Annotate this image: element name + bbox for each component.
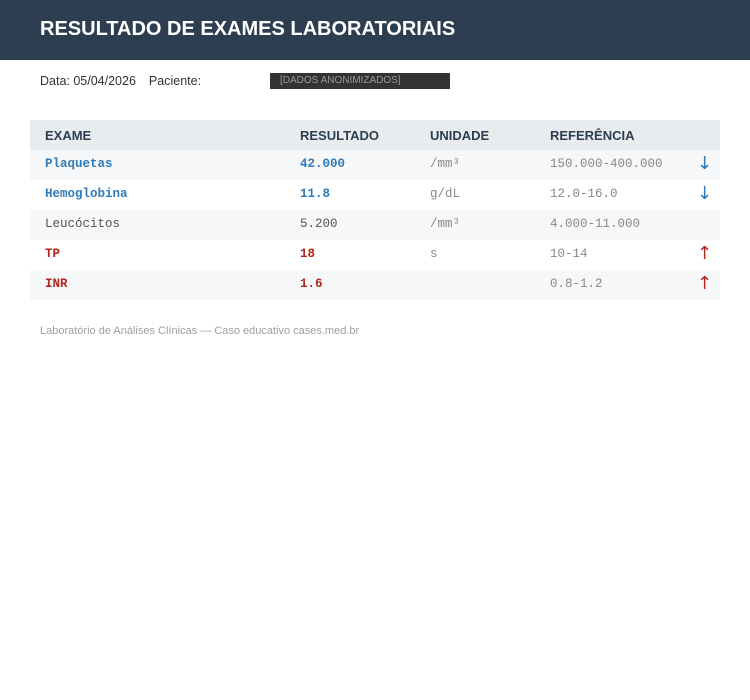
arrow-down-icon: ↓ [697, 153, 713, 174]
table-row [30, 150, 720, 180]
exam-unit: s [430, 247, 438, 261]
exam-unit: /mm³ [430, 217, 461, 231]
table-row [30, 180, 720, 210]
exam-reference: 150.000-400.000 [550, 157, 663, 171]
exam-name: TP [45, 247, 61, 261]
exam-name: Hemoglobina [45, 187, 128, 201]
exam-reference: 10-14 [550, 247, 588, 261]
exam-reference: 12.0-16.0 [550, 187, 618, 201]
exam-name: Leucócitos [45, 217, 121, 231]
column-header-reference: REFERÊNCIA [550, 128, 635, 143]
exam-result: 42.000 [300, 157, 346, 171]
exam-result: 1.6 [300, 277, 323, 291]
arrow-up-icon: ↑ [697, 243, 713, 264]
exam-result: 18 [300, 247, 316, 261]
patient-label: Paciente: [148, 74, 202, 88]
exam-reference: 4.000-11.000 [550, 217, 641, 231]
arrow-down-icon: ↓ [697, 183, 713, 204]
footer-note: Laboratório de Análises Clínicas — Caso educativo cases.med.br [40, 325, 360, 337]
table-row [30, 210, 720, 240]
column-header-result: RESULTADO [300, 128, 379, 143]
column-header-unit: UNIDADE [430, 128, 490, 143]
patient-redacted-field: [DADOS ANONIMIZADOS] [270, 73, 450, 89]
table-row [30, 270, 720, 300]
exam-unit: g/dL [430, 187, 461, 201]
exam-reference: 0.8-1.2 [550, 277, 603, 291]
table-row [30, 240, 720, 270]
lab-results-table [30, 120, 720, 300]
exam-name: INR [45, 277, 68, 291]
report-meta [40, 74, 201, 88]
report-title: RESULTADO DE EXAMES LABORATORIAIS [40, 18, 456, 40]
arrow-up-icon: ↑ [697, 273, 713, 294]
exam-result: 11.8 [300, 187, 331, 201]
table-header [30, 120, 720, 150]
exam-unit: /mm³ [430, 157, 461, 171]
exam-name: Plaquetas [45, 157, 113, 171]
column-header-exam: EXAME [45, 128, 92, 143]
date-label: Data: 05/04/2026 [40, 74, 136, 88]
report-header [0, 0, 750, 60]
exam-result: 5.200 [300, 217, 338, 231]
